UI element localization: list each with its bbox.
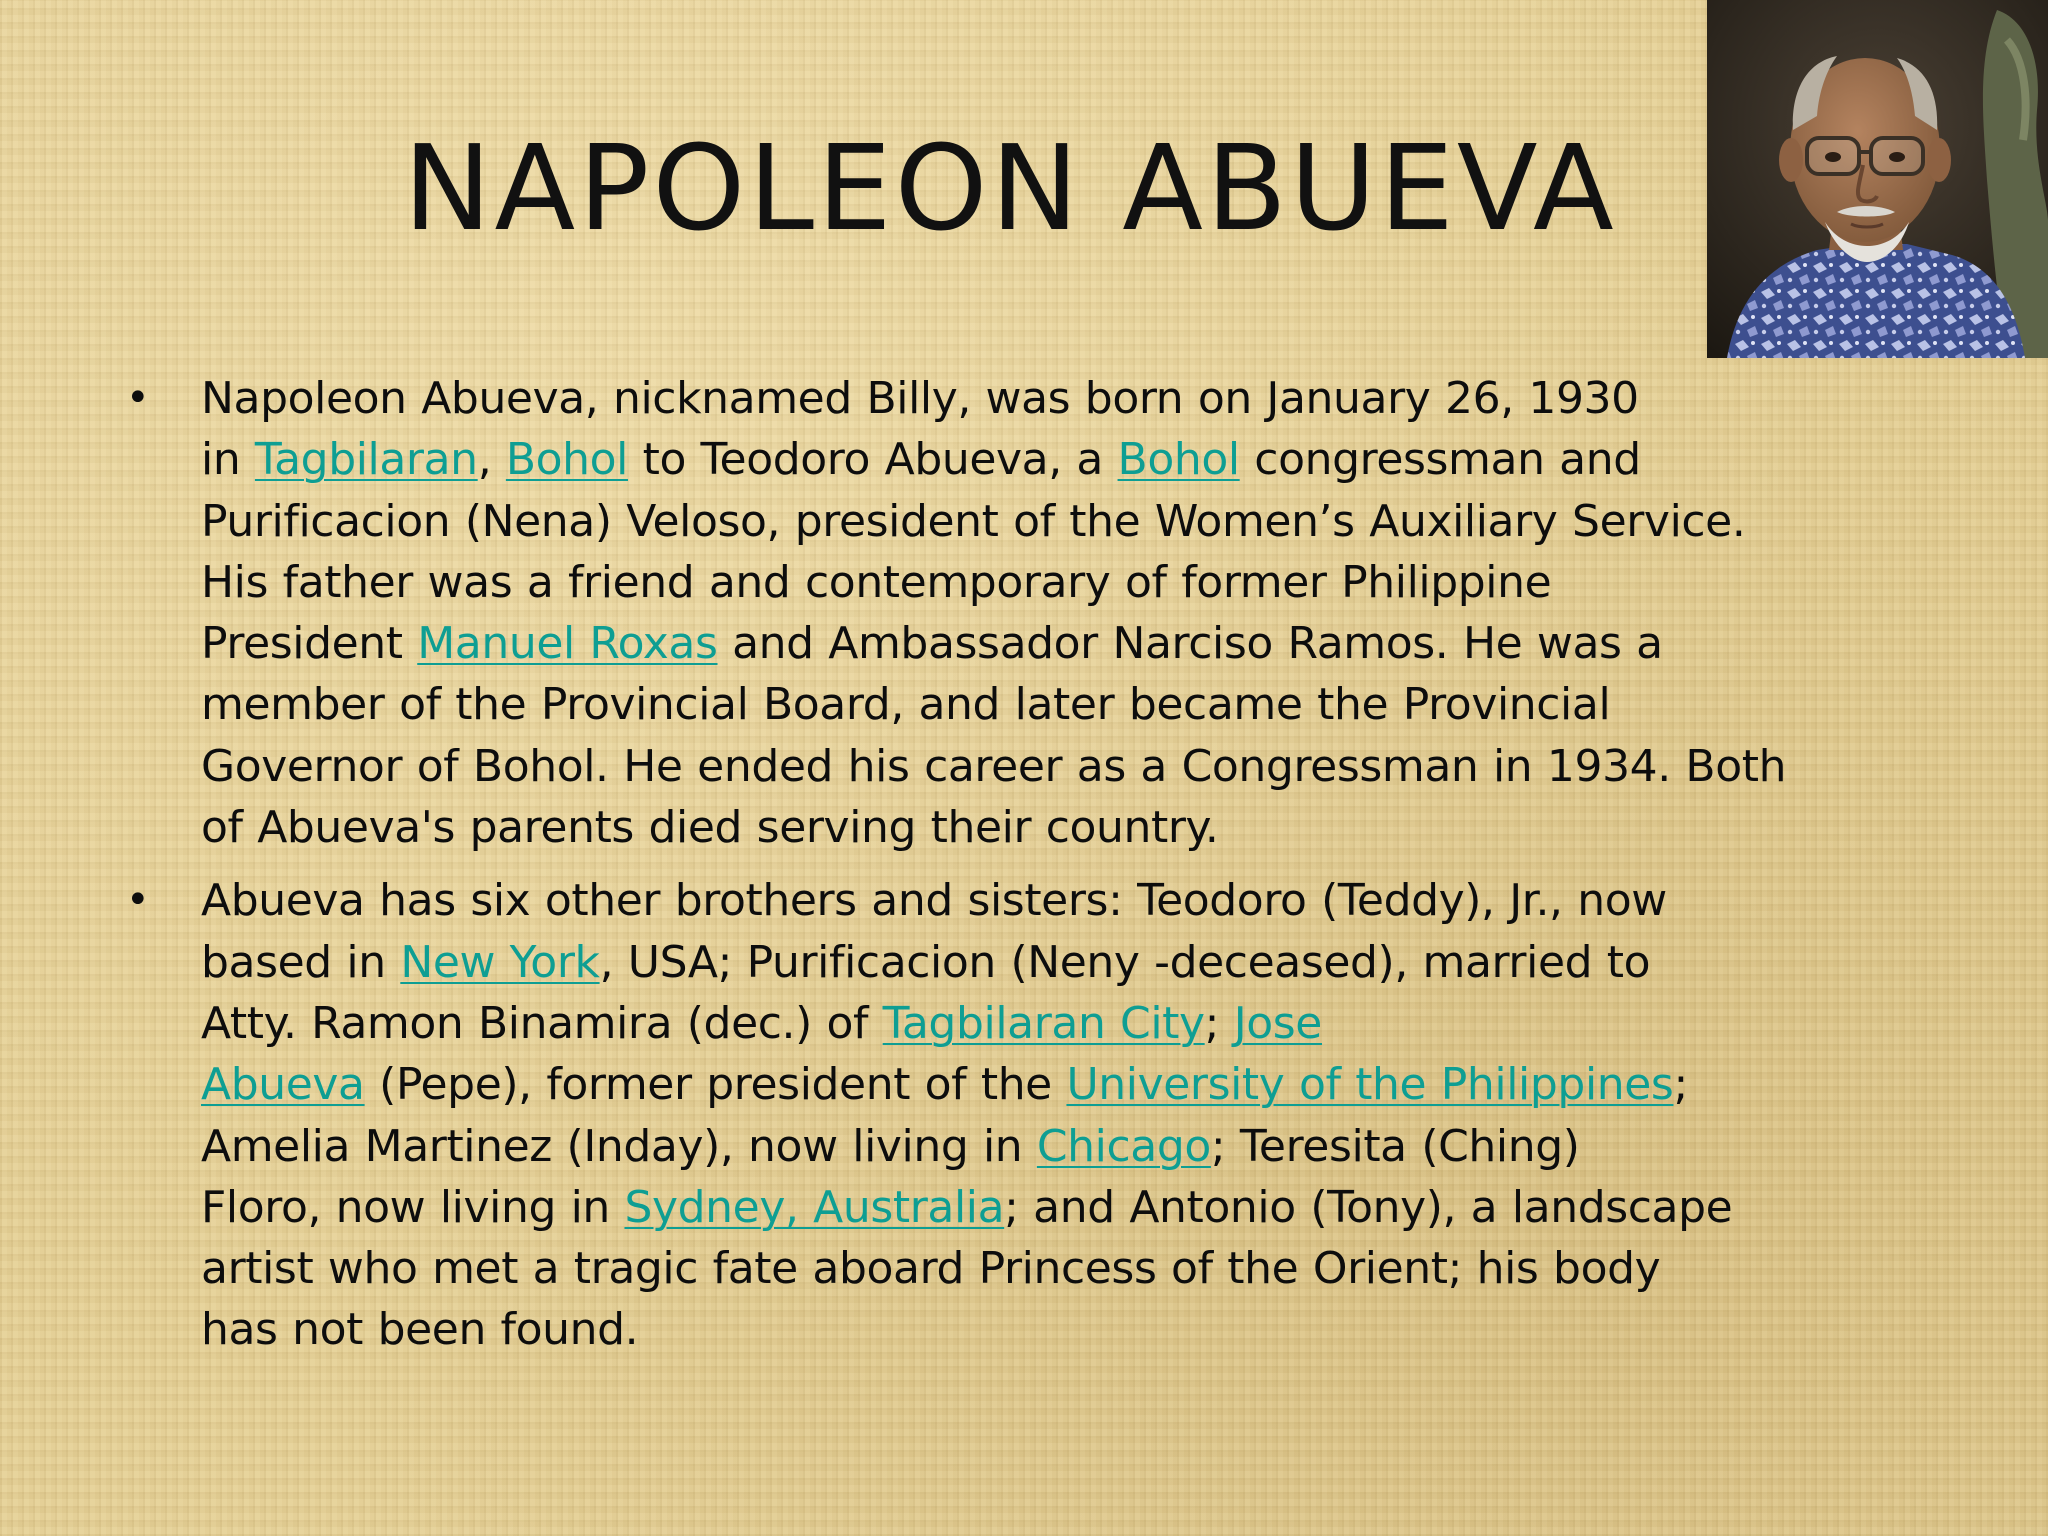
text-line	[201, 932, 1922, 993]
text-line	[201, 1116, 1922, 1177]
text-segment: ;	[1673, 1059, 1688, 1111]
link-new-york[interactable]: New York	[400, 936, 600, 988]
bullet-paragraph-2	[122, 870, 1922, 1360]
bullet-marker: •	[126, 877, 150, 924]
bullet-marker: •	[126, 375, 150, 421]
text-segment: Atty. Ramon Binamira (dec.) of	[201, 997, 883, 1049]
slide-title: NAPOLEON ABUEVA	[403, 119, 1617, 257]
text-line: Napoleon Abueva, nicknamed Billy, was born on January 26, 1930	[201, 373, 1639, 424]
text-segment: ; and Antonio (Tony), a landscape	[1004, 1181, 1733, 1233]
text-segment: to Teodoro Abueva, a	[628, 434, 1118, 486]
text-line	[201, 993, 1922, 1054]
text-segment: (Pepe), former president of the	[364, 1059, 1067, 1111]
link-sydney-australia[interactable]: Sydney, Australia	[624, 1181, 1005, 1233]
link-bohol[interactable]: Bohol	[505, 434, 629, 486]
text-segment: Floro, now living in	[201, 1181, 625, 1233]
link-manuel-roxas[interactable]: Manuel Roxas	[417, 618, 718, 670]
text-line: member of the Provincial Board, and later became the Provincial	[201, 679, 1611, 731]
link-bohol-2[interactable]: Bohol	[1117, 434, 1240, 486]
portrait-photo	[1707, 0, 2048, 358]
text-segment: and Ambassador Narciso Ramos. He was a	[717, 618, 1663, 670]
text-line	[201, 1054, 1922, 1115]
link-tagbilaran[interactable]: Tagbilaran	[254, 434, 478, 486]
text-line	[201, 613, 1922, 674]
link-jose-abueva-cont[interactable]: Abueva	[201, 1059, 365, 1111]
bullet-paragraph-1	[122, 368, 1922, 858]
text-line: has not been found.	[201, 1304, 639, 1356]
text-segment: , USA; Purificacion (Neny -deceased), married to	[599, 936, 1651, 988]
text-segment: ; Teresita (Ching)	[1210, 1120, 1580, 1172]
text-line: Governor of Bohol. He ended his career as a Congressman in 1934. Both	[201, 740, 1787, 792]
text-segment: in	[201, 434, 255, 486]
text-segment: congressman and	[1239, 434, 1641, 486]
text-segment: President	[201, 618, 418, 670]
link-chicago[interactable]: Chicago	[1036, 1120, 1211, 1172]
text-line: His father was a friend and contemporary of former Philippine	[201, 556, 1552, 608]
text-segment: Amelia Martinez (Inday), now living in	[201, 1120, 1037, 1172]
link-jose-abueva[interactable]: Jose	[1233, 997, 1322, 1049]
text-line: Abueva has six other brothers and sisters: Teodoro (Teddy), Jr., now	[201, 875, 1667, 927]
text-line: of Abueva's parents died serving their country.	[201, 802, 1219, 854]
text-segment: ;	[1204, 997, 1234, 1049]
link-university-of-the-philippines[interactable]: University of the Philippines	[1066, 1059, 1674, 1111]
text-segment: based in	[201, 936, 401, 988]
text-line: Purificacion (Nena) Veloso, president of the Women’s Auxiliary Service.	[201, 495, 1746, 547]
text-segment: ,	[477, 434, 506, 486]
text-line	[201, 429, 1922, 490]
link-tagbilaran-city[interactable]: Tagbilaran City	[882, 997, 1205, 1049]
text-line: artist who met a tragic fate aboard Princess of the Orient; his body	[201, 1243, 1661, 1295]
bullet-list	[122, 368, 1922, 1361]
text-line	[201, 1177, 1922, 1238]
